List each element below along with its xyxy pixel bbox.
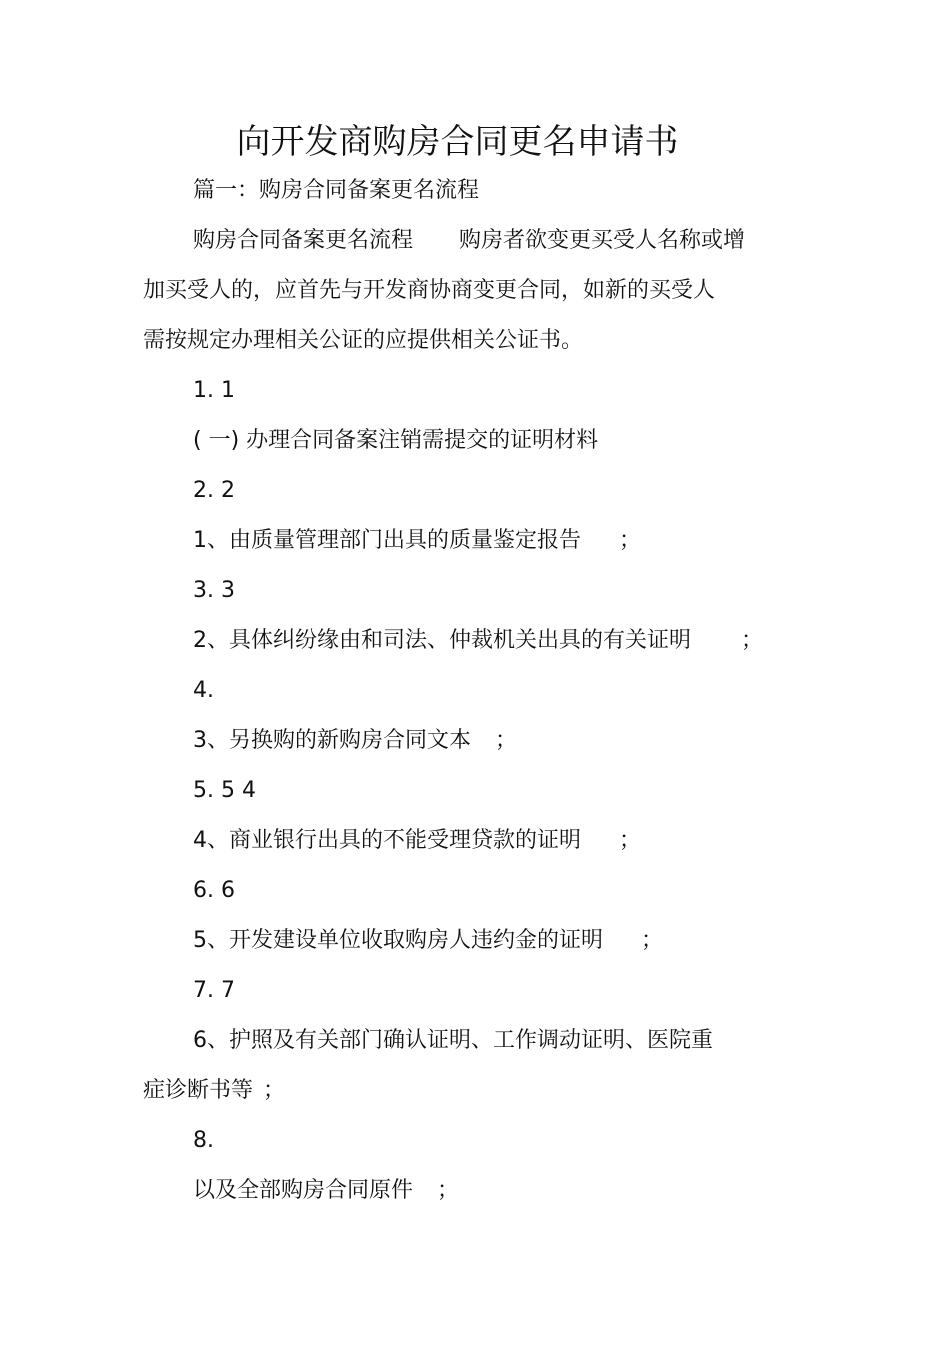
list-item-end: ；	[641, 928, 664, 953]
list-item-text: 以及全部购房合同原件	[193, 1178, 414, 1203]
list-number: 6. 6	[193, 878, 235, 903]
list-item-text: 2、具体纠纷缘由和司法、仲裁机关出具的有关证明	[193, 628, 691, 653]
intro-line-2: 加买受人的，应首先与开发商协商变更合同，如新的买受人	[143, 278, 716, 303]
list-item-end: ；	[263, 1078, 286, 1103]
list-item-text: 症诊断书等	[143, 1078, 254, 1103]
list-item: 6、护照及有关部门确认证明、工作调动证明、医院重	[193, 1028, 713, 1053]
list-item-text: 4、商业银行出具的不能受理贷款的证明	[193, 828, 581, 853]
list-item-text: 3、另换购的新购房合同文本	[193, 728, 471, 753]
list-number: 4.	[193, 678, 214, 703]
intro-lead: 购房合同备案更名流程	[193, 228, 414, 253]
list-number: 3. 3	[193, 578, 235, 603]
list-item-text: 1、由质量管理部门出具的质量鉴定报告	[193, 528, 581, 553]
list-number: 8.	[193, 1128, 214, 1153]
list-item	[193, 926, 663, 956]
section-heading: 篇一：购房合同备案更名流程	[193, 178, 480, 203]
list-item-continuation	[143, 1076, 285, 1106]
list-item: ( 一) 办理合同备案注销需提交的证明材料	[193, 428, 599, 453]
intro-line-1	[193, 226, 745, 256]
list-number: 2. 2	[193, 478, 235, 503]
intro-line-3: 需按规定办理相关公证的应提供相关公证书。	[143, 328, 584, 353]
document-title: 向开发商购房合同更名申请书	[236, 122, 679, 162]
list-number: 1. 1	[193, 378, 235, 403]
list-item-end: ；	[619, 828, 642, 853]
list-item-end: ；	[437, 1178, 460, 1203]
list-number: 7. 7	[193, 978, 235, 1003]
list-item-end: ；	[495, 728, 518, 753]
list-item-text: 5、开发建设单位收取购房人违约金的证明	[193, 928, 603, 953]
list-item-end: ；	[619, 528, 642, 553]
list-item-end: ；	[741, 628, 764, 653]
list-item	[193, 526, 641, 556]
list-item	[193, 626, 763, 656]
intro-line-1-rest: 购房者欲变更买受人名称或增	[459, 228, 746, 253]
list-item	[193, 826, 641, 856]
list-number: 5. 5 4	[193, 778, 256, 803]
list-item	[193, 1176, 459, 1206]
list-item	[193, 726, 517, 756]
